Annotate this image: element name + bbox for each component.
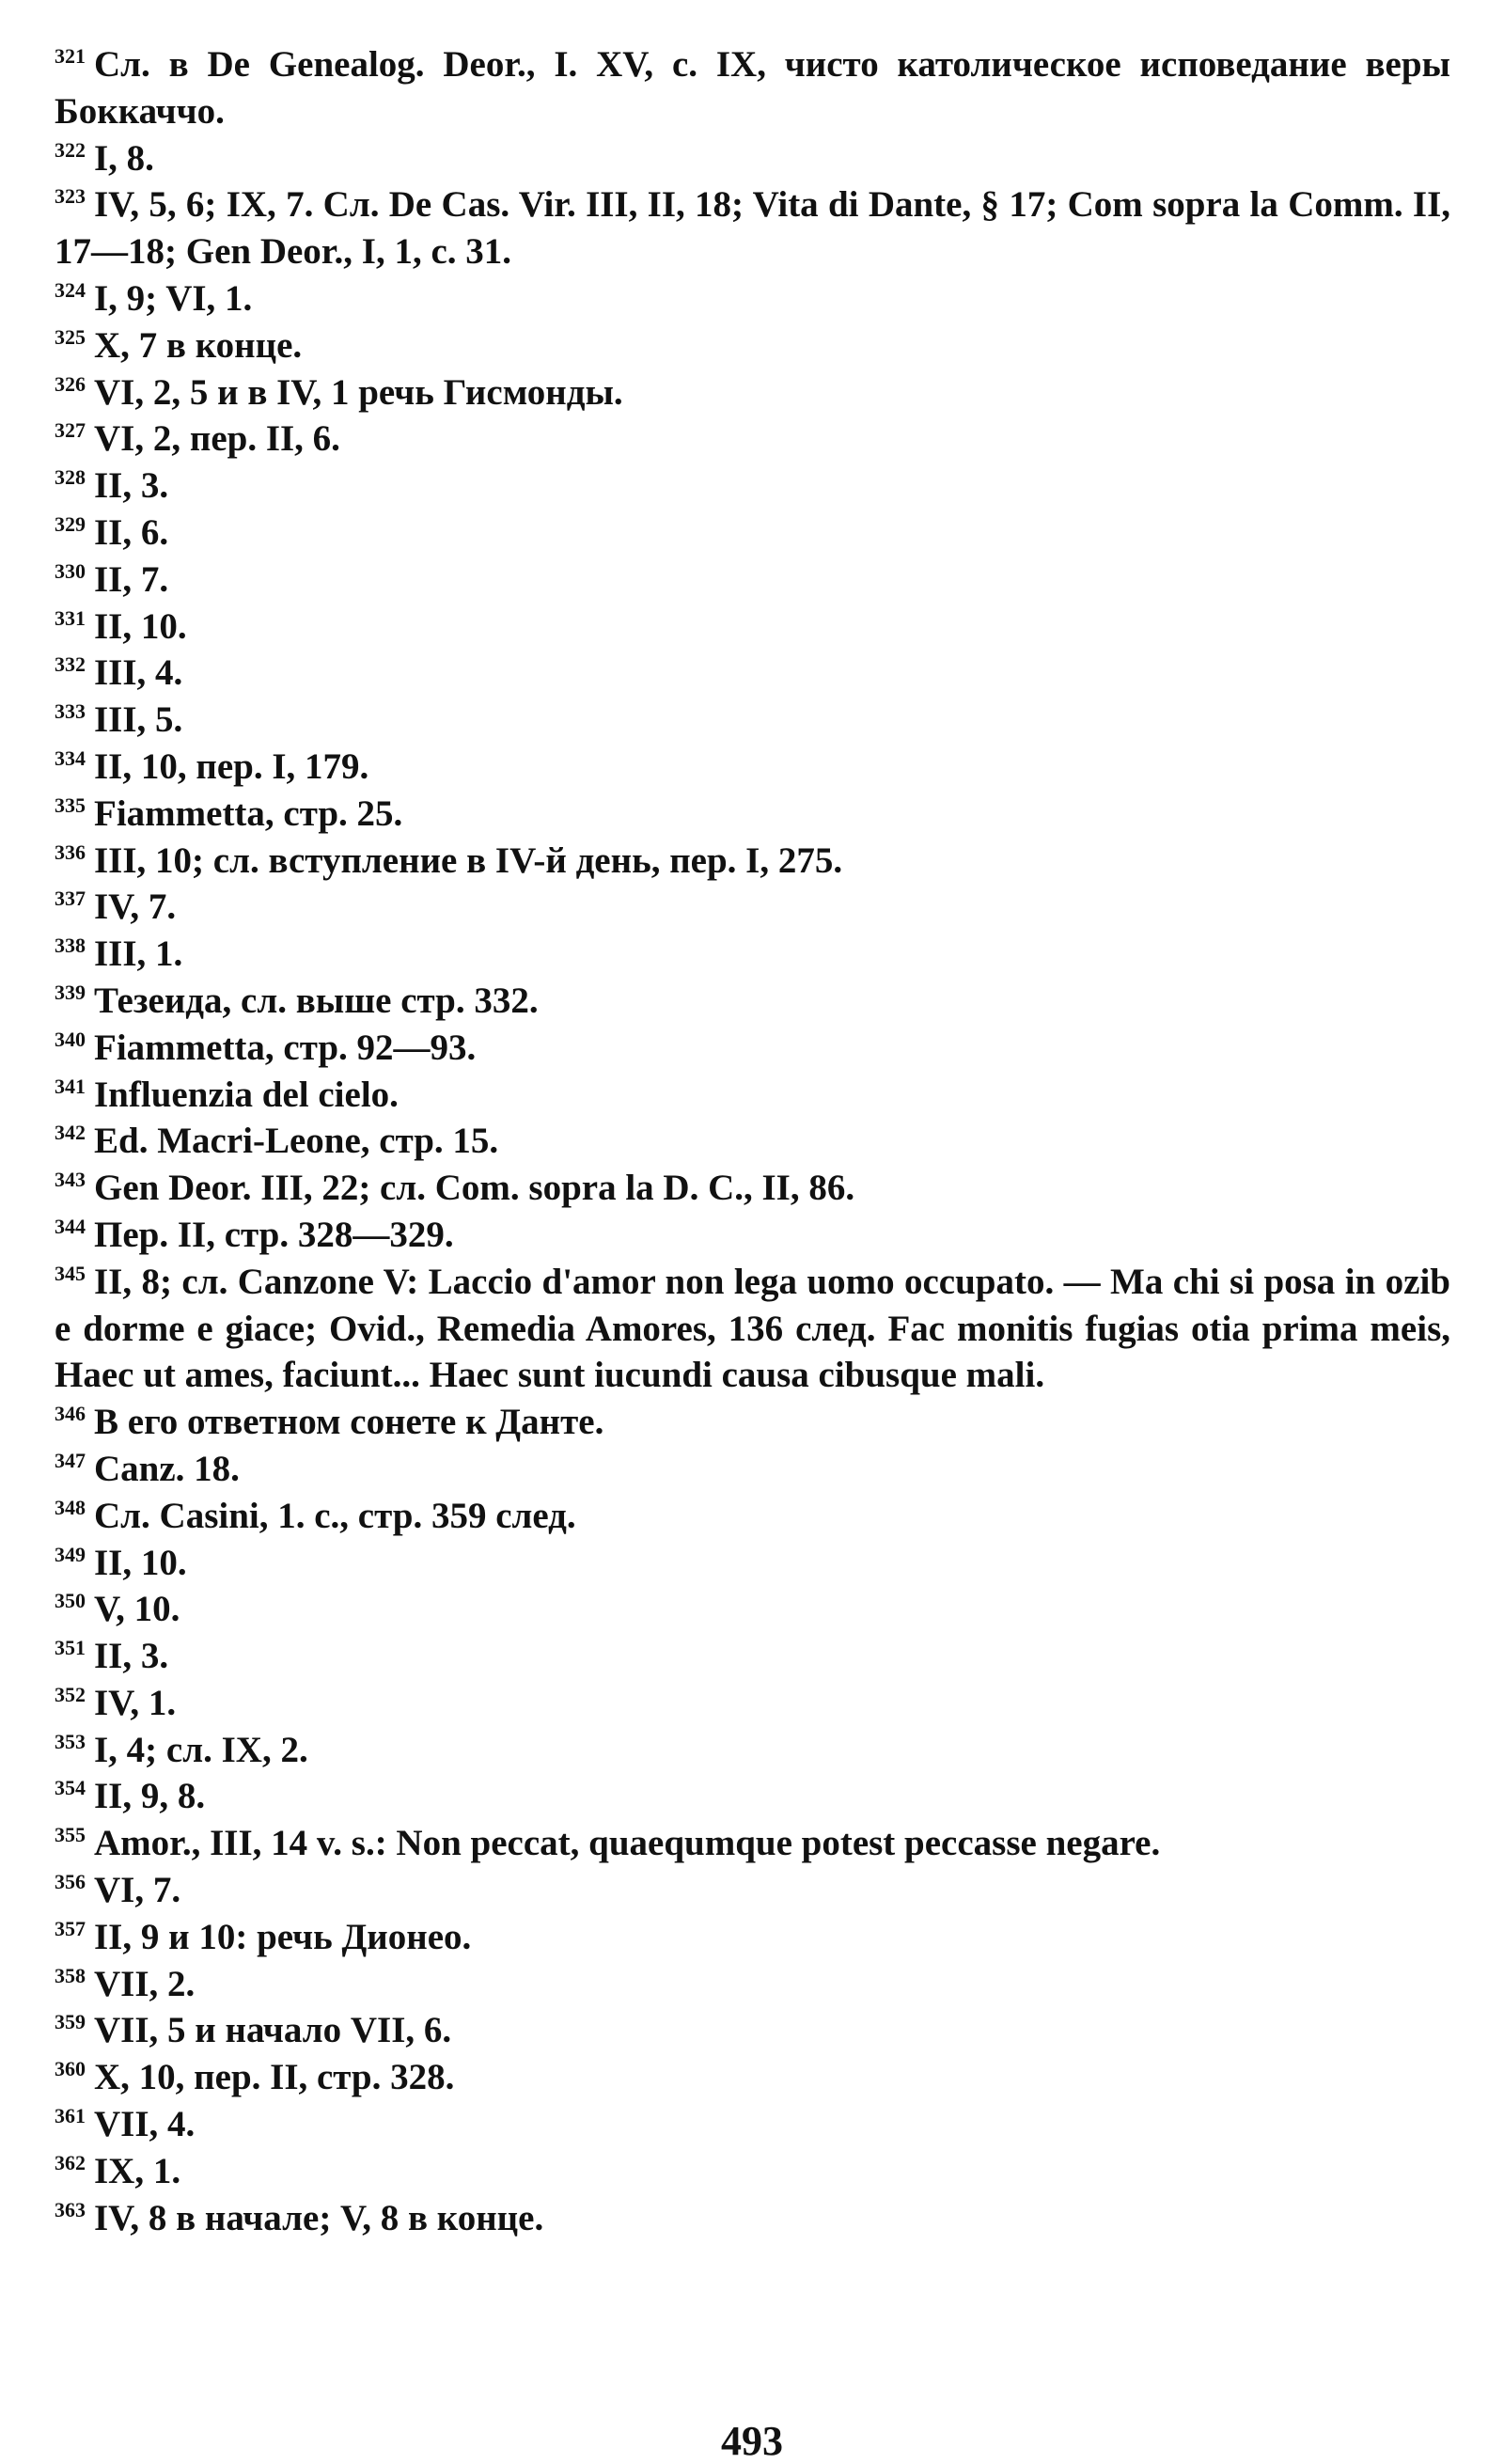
footnote-entry xyxy=(55,978,1450,1025)
footnote-number: 346 xyxy=(55,1402,86,1426)
footnote-number: 355 xyxy=(55,1823,86,1847)
footnote-number: 328 xyxy=(55,465,86,490)
footnote-text: IV, 7. xyxy=(94,887,177,928)
footnote-number: 336 xyxy=(55,840,86,864)
footnote-entry xyxy=(55,1586,1450,1633)
footnote-text: II, 9, 8. xyxy=(94,1776,206,1817)
footnote-text: II, 10, пер. I, 179. xyxy=(94,745,369,787)
footnote-number: 341 xyxy=(55,1074,86,1098)
footnote-number: 357 xyxy=(55,1916,86,1940)
footnote-number: 353 xyxy=(55,1729,86,1753)
footnote-text: II, 6. xyxy=(94,511,169,553)
footnote-number: 359 xyxy=(55,2010,86,2034)
footnote-text: Amor., III, 14 v. s.: Non peccat, quaequmque potest peccasse negare. xyxy=(94,1823,1161,1864)
footnote-number: 330 xyxy=(55,558,86,583)
footnote-entry xyxy=(55,1633,1450,1680)
footnote-text: VII, 2. xyxy=(94,1963,196,2004)
footnote-text: X, 7 в конце. xyxy=(94,324,303,366)
footnote-text: III, 5. xyxy=(94,699,183,741)
footnote-entry xyxy=(55,1072,1450,1119)
footnote-text: III, 4. xyxy=(94,652,183,694)
footnote-number: 322 xyxy=(55,137,86,162)
footnote-entry xyxy=(55,1773,1450,1820)
page-number: 493 xyxy=(721,2418,783,2464)
footnote-entry xyxy=(55,1540,1450,1587)
footnote-number: 349 xyxy=(55,1542,86,1566)
footnote-entry xyxy=(55,1212,1450,1259)
footnote-entry xyxy=(55,2195,1450,2242)
footnote-entry xyxy=(55,322,1450,369)
footnote-text: Пер. II, стр. 328—329. xyxy=(94,1214,454,1255)
footnote-entry xyxy=(55,275,1450,322)
footnote-entry xyxy=(55,463,1450,510)
footnote-entry xyxy=(55,650,1450,697)
footnote-number: 362 xyxy=(55,2150,86,2174)
footnote-text: III, 10; сл. вступление в IV-й день, пер. I, 275. xyxy=(94,840,843,881)
footnote-number: 325 xyxy=(55,324,86,349)
footnote-entry xyxy=(55,2101,1450,2148)
footnote-text: IV, 8 в начале; V, 8 в конце. xyxy=(94,2197,544,2238)
footnote-text: IV, 1. xyxy=(94,1682,177,1723)
footnote-text: VI, 2, 5 и в IV, 1 речь Гисмонды. xyxy=(94,371,623,413)
footnote-entry xyxy=(55,931,1450,978)
footnote-number: 351 xyxy=(55,1636,86,1660)
footnote-entry xyxy=(55,369,1450,416)
footnote-text: Сл. в De Genealog. Deor., I. XV, c. IX, чисто католическое исповедание веры Боккаччо. xyxy=(55,44,1450,132)
footnote-text: Gen Deor. III, 22; сл. Com. sopra la D. C., II, 86. xyxy=(94,1168,855,1209)
footnote-text: VI, 7. xyxy=(94,1870,181,1911)
footnote-text: Сл. Casini, 1. c., стр. 359 след. xyxy=(94,1495,576,1536)
footnote-entry xyxy=(55,791,1450,838)
footnote-text: X, 10, пер. II, стр. 328. xyxy=(94,2057,455,2098)
footnote-entry xyxy=(55,2148,1450,2195)
footnote-text: II, 3. xyxy=(94,1636,169,1677)
footnote-text: II, 10. xyxy=(94,1542,187,1583)
footnote-entry xyxy=(55,1025,1450,1072)
footnote-number: 356 xyxy=(55,1870,86,1894)
footnote-number: 334 xyxy=(55,745,86,770)
footnote-number: 342 xyxy=(55,1121,86,1145)
footnote-entry xyxy=(55,1399,1450,1446)
footnote-number: 331 xyxy=(55,605,86,630)
footnote-entry xyxy=(55,2054,1450,2101)
footnote-text: I, 9; VI, 1. xyxy=(94,277,253,319)
footnote-text: II, 9 и 10: речь Дионео. xyxy=(94,1916,472,1957)
footnotes-list xyxy=(55,41,1450,2241)
footnote-entry xyxy=(55,41,1450,135)
footnote-entry xyxy=(55,557,1450,604)
footnote-number: 358 xyxy=(55,1963,86,1987)
footnote-entry xyxy=(55,1493,1450,1540)
footnote-text: I, 8. xyxy=(94,137,154,179)
footnote-number: 339 xyxy=(55,980,86,1004)
footnote-text: Fiammetta, стр. 92—93. xyxy=(94,1027,477,1068)
footnote-number: 327 xyxy=(55,418,86,443)
footnote-text: V, 10. xyxy=(94,1589,180,1630)
footnote-number: 344 xyxy=(55,1214,86,1238)
footnote-text: Тезеида, сл. выше стр. 332. xyxy=(94,980,539,1021)
footnote-number: 323 xyxy=(55,184,86,209)
footnote-number: 338 xyxy=(55,934,86,958)
footnote-text: I, 4; сл. IX, 2. xyxy=(94,1729,308,1770)
footnote-entry xyxy=(55,1867,1450,1914)
footnote-text: VII, 4. xyxy=(94,2104,196,2145)
footnote-number: 326 xyxy=(55,371,86,396)
footnote-entry xyxy=(55,1961,1450,2008)
footnote-text: IX, 1. xyxy=(94,2150,181,2191)
footnote-number: 361 xyxy=(55,2104,86,2128)
footnote-entry xyxy=(55,181,1450,275)
footnote-number: 337 xyxy=(55,887,86,911)
footnote-number: 343 xyxy=(55,1168,86,1192)
footnote-entry xyxy=(55,697,1450,744)
footnote-entry xyxy=(55,744,1450,791)
footnote-text: В его ответном сонете к Данте. xyxy=(94,1402,604,1443)
footnote-number: 360 xyxy=(55,2057,86,2081)
footnote-number: 348 xyxy=(55,1495,86,1519)
footnote-number: 329 xyxy=(55,511,86,536)
footnote-text: II, 3. xyxy=(94,465,169,507)
footnote-number: 363 xyxy=(55,2197,86,2221)
footnote-text: VII, 5 и начало VII, 6. xyxy=(94,2010,452,2051)
footnote-number: 347 xyxy=(55,1448,86,1472)
footnote-number: 324 xyxy=(55,277,86,302)
footnote-text: II, 8; сл. Canzone V: Laccio d'amor non lega uomo occupato. — Ma chi si posa in ozib e dorme e giace; Ovid., Remedia Amores, 136 след. Fac monitis fugias otia prima meis, Haec ut ames, faciunt... Haec sunt iucundi causa cibusque mali. xyxy=(55,1261,1450,1396)
footnote-entry xyxy=(55,884,1450,931)
footnote-text: VI, 2, пер. II, 6. xyxy=(94,418,340,460)
footnote-number: 333 xyxy=(55,699,86,724)
footnote-text: Influenzia del cielo. xyxy=(94,1074,399,1115)
footnote-number: 335 xyxy=(55,793,86,817)
footnote-entry xyxy=(55,510,1450,557)
footnote-number: 321 xyxy=(55,44,86,68)
footnote-entry xyxy=(55,1727,1450,1774)
footnote-entry xyxy=(55,135,1450,182)
footnote-entry xyxy=(55,1914,1450,1961)
footnote-entry xyxy=(55,1446,1450,1493)
footnote-number: 352 xyxy=(55,1682,86,1706)
footnote-number: 350 xyxy=(55,1589,86,1613)
footnote-text: Canz. 18. xyxy=(94,1448,240,1489)
footnote-number: 332 xyxy=(55,652,86,677)
footnote-text: II, 10. xyxy=(94,605,187,647)
footnote-text: II, 7. xyxy=(94,558,169,600)
footnote-text: Ed. Macri-Leone, стр. 15. xyxy=(94,1121,499,1162)
footnote-entry xyxy=(55,1259,1450,1399)
footnote-number: 340 xyxy=(55,1027,86,1051)
footnote-entry xyxy=(55,838,1450,885)
footnote-entry xyxy=(55,1165,1450,1212)
footnote-number: 345 xyxy=(55,1261,86,1285)
footnote-text: Fiammetta, стр. 25. xyxy=(94,793,403,834)
footnote-entry xyxy=(55,604,1450,651)
footnote-text: IV, 5, 6; IX, 7. Сл. De Cas. Vir. III, II, 18; Vita di Dante, § 17; Com sopra la Comm. II, 17—18; Gen Deor., I, 1, c. 31. xyxy=(55,184,1450,273)
footnote-entry xyxy=(55,2007,1450,2054)
footnote-text: III, 1. xyxy=(94,934,183,975)
footnote-entry xyxy=(55,1820,1450,1867)
footnote-entry xyxy=(55,416,1450,463)
footnote-entry xyxy=(55,1680,1450,1727)
footnote-entry xyxy=(55,1118,1450,1165)
footnote-number: 354 xyxy=(55,1776,86,1800)
